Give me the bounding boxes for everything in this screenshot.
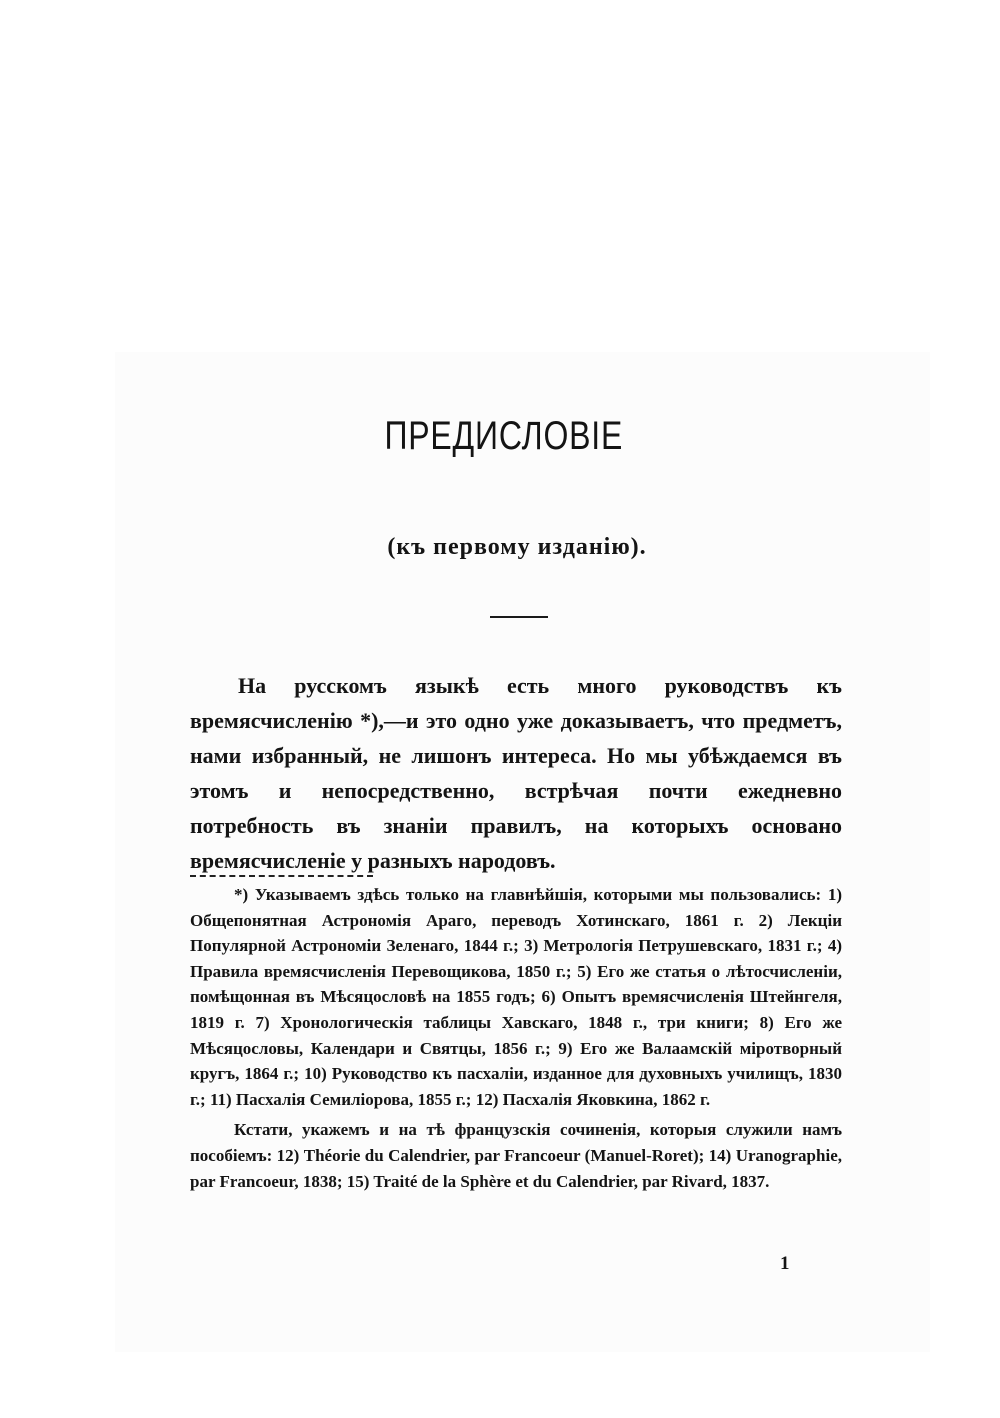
body-paragraph: На русскомъ языкѣ есть много руководствъ къ времясчисленію *),—и это одно уже доказываетъ, что предметъ, нами избранный, не лишонъ интереса. Но мы убѣждаемся въ этомъ и непосредственно, встрѣчая почти ежедневно потребность въ знаніи правилъ, на которыхъ основано времясчисленіе у разныхъ народовъ.: [190, 673, 842, 873]
page-subtitle: (къ первому изданію).: [387, 534, 647, 560]
footnotes: [190, 882, 842, 1194]
title-divider: [490, 616, 548, 618]
footnote-sources-russian: *) Указываемъ здѣсь только на главнѣйшія, которыми мы пользовались: 1) Общепонятная Астрономія Араго, переводъ Хотинскаго, 1861 г. 2) Лекціи Популярной Астрономіи Зеленаго, 1844 г.; 3) Метрологія Петрушевскаго, 1831 г.; 4) Правила времясчисленія Перевощикова, 1850 г.; 5) Его же статья о лѣтосчисленіи, помѣщонная въ Мѣсяцословѣ на 1855 годъ; 6) Опытъ времясчисленія Штейнгеля, 1819 г. 7) Хронологическія таблицы Хавскаго, 1848 г., три книги; 8) Его же Мѣсяцословы, Календари и Святцы, 1856 г.; 9) Его же Валаамскій міротворный кругъ, 1864 г.; 10) Руководство къ пасхаліи, изданное для духовныхъ училищъ, 1830 г.; 11) Пасхалія Семиліорова, 1855 г.; 12) Пасхалія Яковкина, 1862 г.: [190, 885, 842, 1109]
footnote-divider: [190, 875, 373, 877]
footnote-sources-french: Кстати, укажемъ и на тѣ французскія сочиненія, которыя служили намъ пособіемъ: 12) Théorie du Calendrier, par Francoeur (Manuel-Roret); 14) Uranographie, par Francoeur, 1838; 15) Traité de la Sphère et du Calendrier, par Rivard, 1837.: [190, 1120, 842, 1191]
page-number: 1: [780, 1253, 790, 1274]
page-title: ПРЕДИСЛОВІЕ: [384, 414, 624, 458]
